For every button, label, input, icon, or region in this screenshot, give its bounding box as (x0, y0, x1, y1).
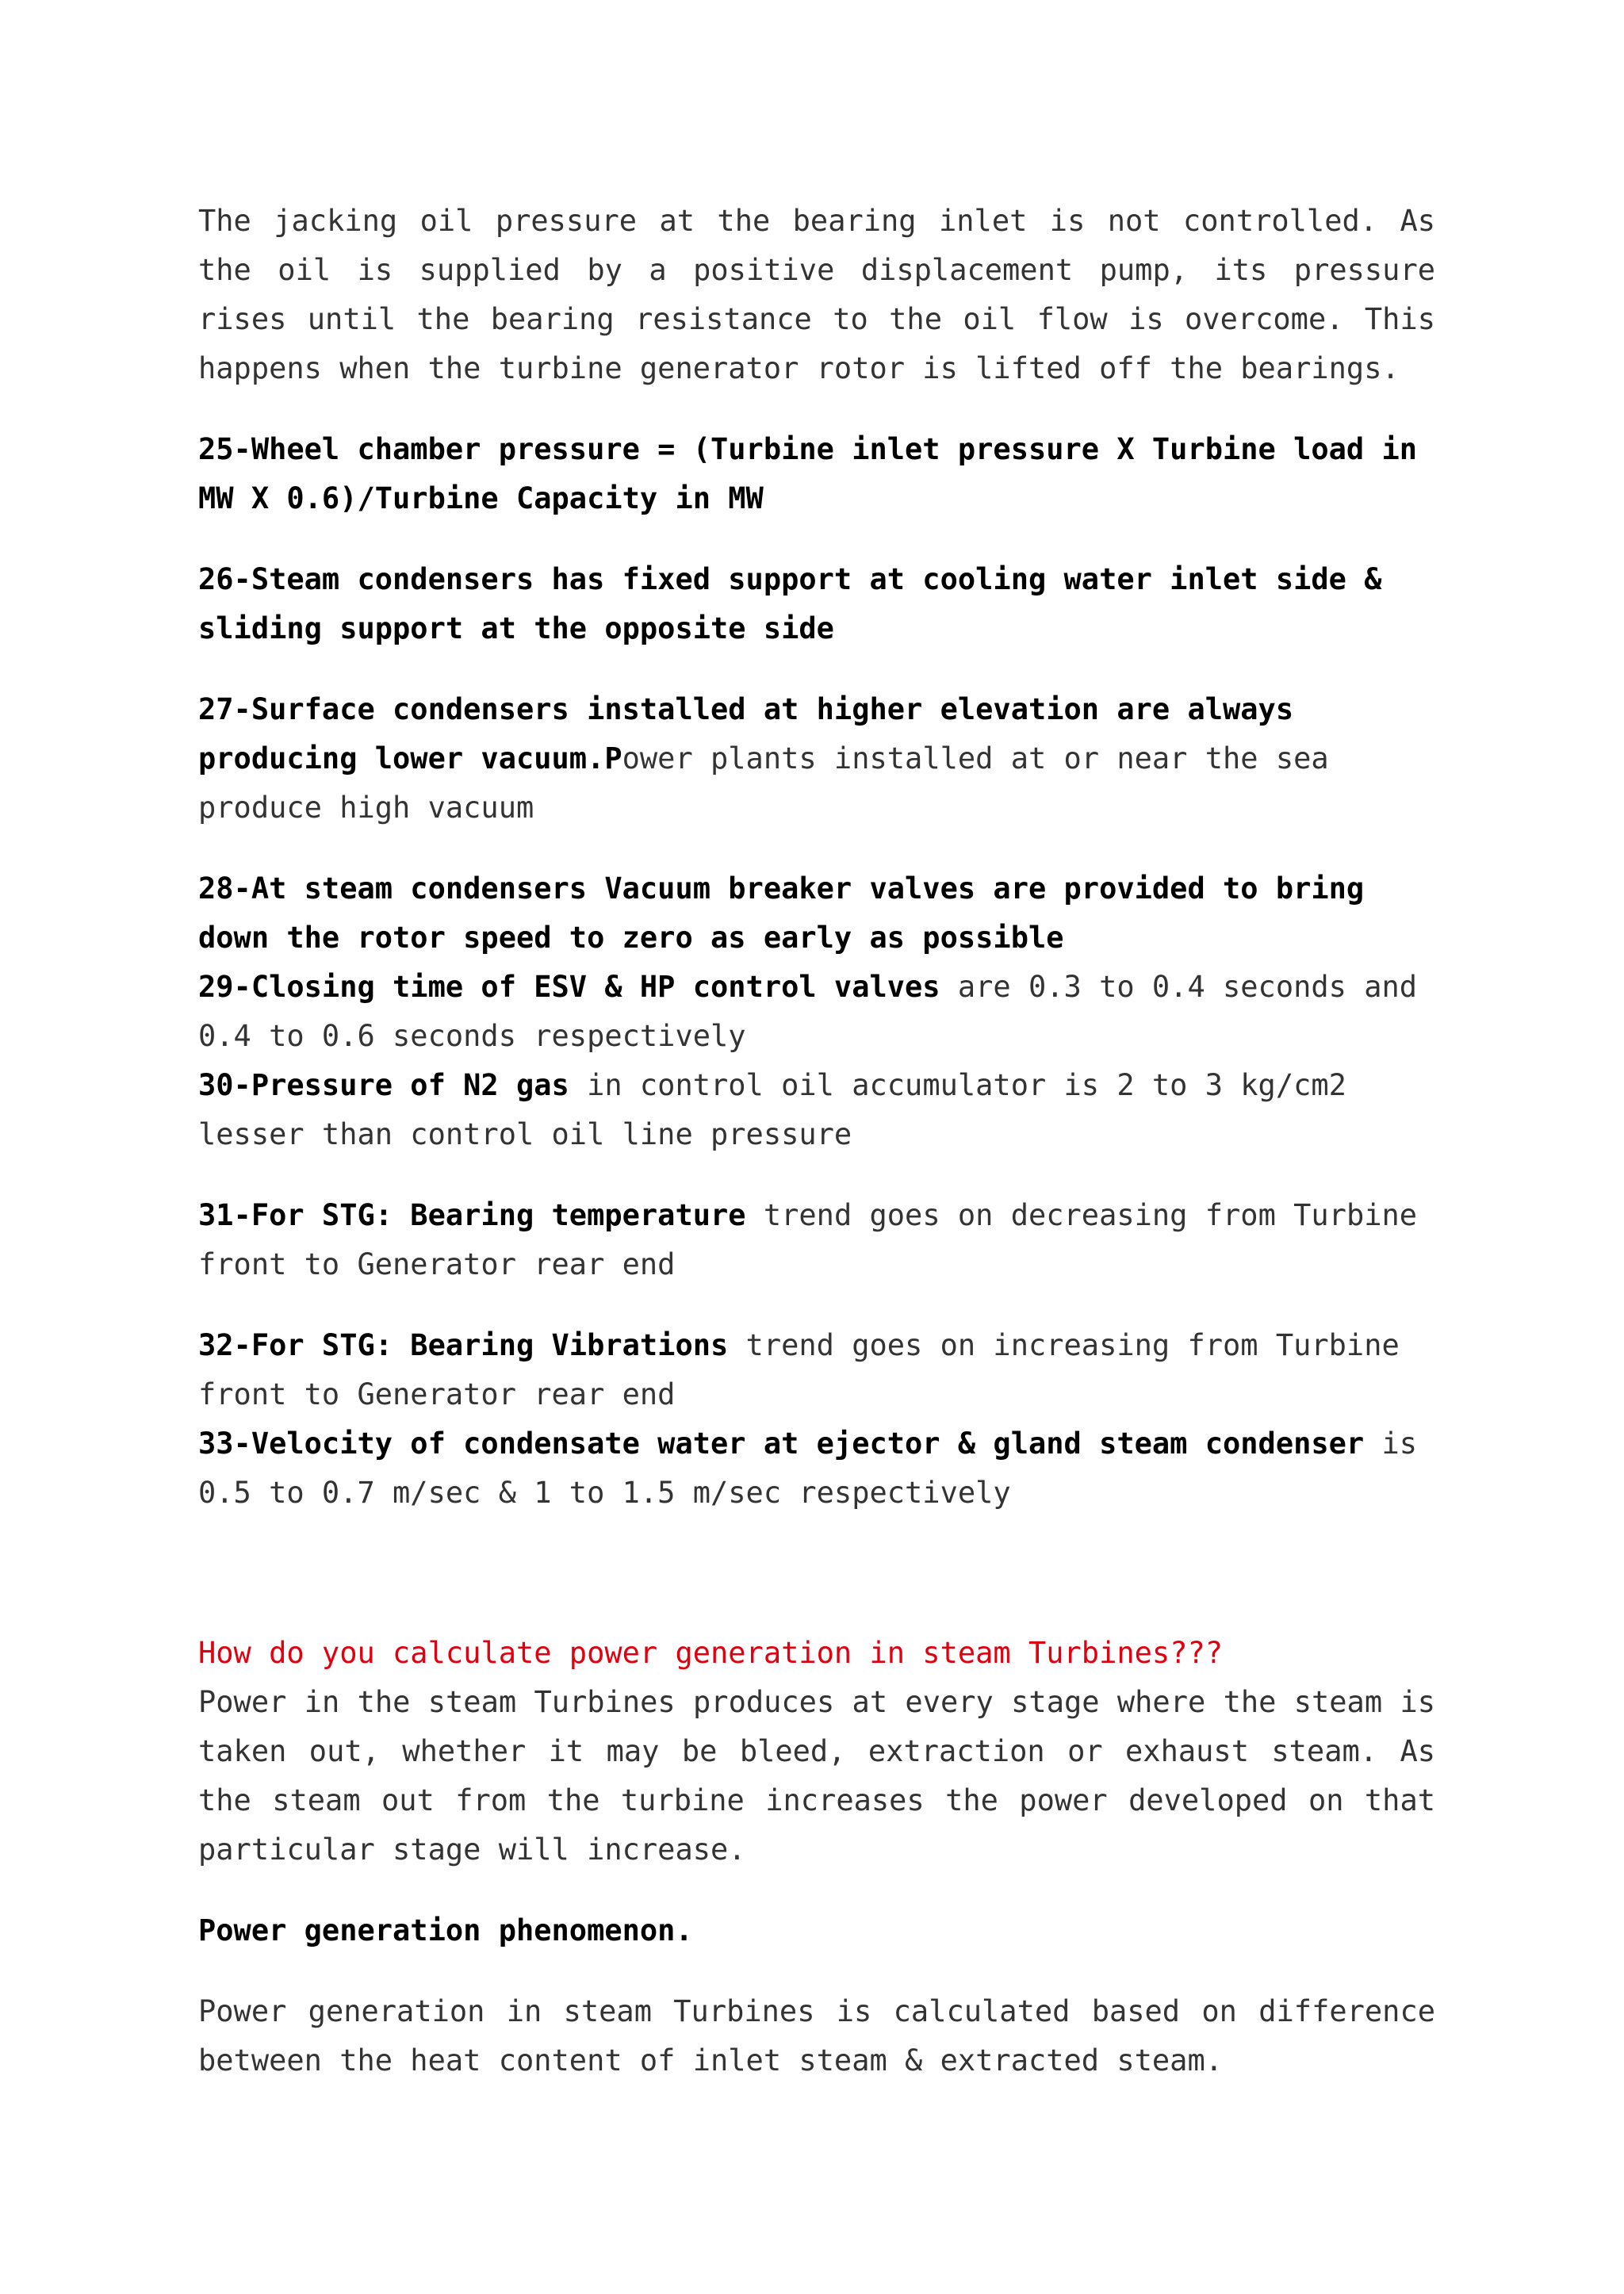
item-33-text: is 0.5 to 0.7 m/sec & 1 to 1.5 m/sec respectively (198, 1427, 1418, 1510)
item-33 (198, 1419, 1435, 1518)
paragraph-power-stage: Power in the steam Turbines produces at every stage where the steam is taken out, whether it may be bleed, extraction or exhaust steam. As the steam out from the turbine increases the power developed on that particular stage will increase. (198, 1685, 1435, 1867)
item-28 (198, 864, 1435, 963)
page-content (198, 197, 1435, 2085)
item-30-text: in control oil accumulator is 2 to 3 kg/cm2 lesser than control oil line pressure (198, 1068, 1346, 1151)
paragraph-jacking-oil: The jacking oil pressure at the bearing inlet is not controlled. As the oil is supplied by a positive displacement pump, its pressure rises until the bearing resistance to the oil flow is overcome. This happens when the turbine generator rotor is lifted off the bearings. (198, 204, 1435, 385)
section-heading-phenomenon: Power generation phenomenon. (198, 1913, 693, 1947)
item-30-bold: 30-Pressure of N2 gas (198, 1068, 569, 1102)
item-29-bold: 29-Closing time of ESV & HP control valves (198, 970, 940, 1004)
paragraph-phenomenon: Power generation in steam Turbines is calculated based on difference between the heat content of inlet steam & extracted steam. (198, 1994, 1435, 2078)
item-25-bold: 25-Wheel chamber pressure = (Turbine inlet pressure X Turbine load in MW X 0.6)/Turbine Capacity in MW (198, 432, 1418, 515)
item-32-bold: 32-For STG: Bearing Vibrations (198, 1328, 729, 1362)
item-31-bold: 31-For STG: Bearing temperature (198, 1198, 746, 1232)
item-30 (198, 1061, 1435, 1159)
item-32-text: trend goes on increasing from Turbine front to Generator rear end (198, 1328, 1400, 1411)
item-28-bold: 28-At steam condensers Vacuum breaker valves are provided to bring down the rotor speed to zero as early as possible (198, 871, 1365, 955)
item-32 (198, 1321, 1435, 1419)
section-heading-power-calculation: How do you calculate power generation in steam Turbines??? (198, 1636, 1224, 1670)
item-25 (198, 425, 1435, 523)
item-31-text: trend goes on decreasing from Turbine front to Generator rear end (198, 1198, 1418, 1281)
item-33-bold: 33-Velocity of condensate water at ejector & gland steam condenser (198, 1427, 1365, 1461)
item-29 (198, 963, 1435, 1061)
item-29-text: are 0.3 to 0.4 seconds and 0.4 to 0.6 seconds respectively (198, 970, 1418, 1053)
item-27 (198, 685, 1435, 833)
item-26-bold: 26-Steam condensers has fixed support at cooling water inlet side & sliding support at the opposite side (198, 562, 1382, 645)
item-27-bold: 27-Surface condensers installed at higher elevation are always producing lower vacuum.P (198, 692, 1294, 776)
item-26 (198, 555, 1435, 653)
item-31 (198, 1191, 1435, 1289)
item-27-text: ower plants installed at or near the sea produce high vacuum (198, 741, 1329, 825)
